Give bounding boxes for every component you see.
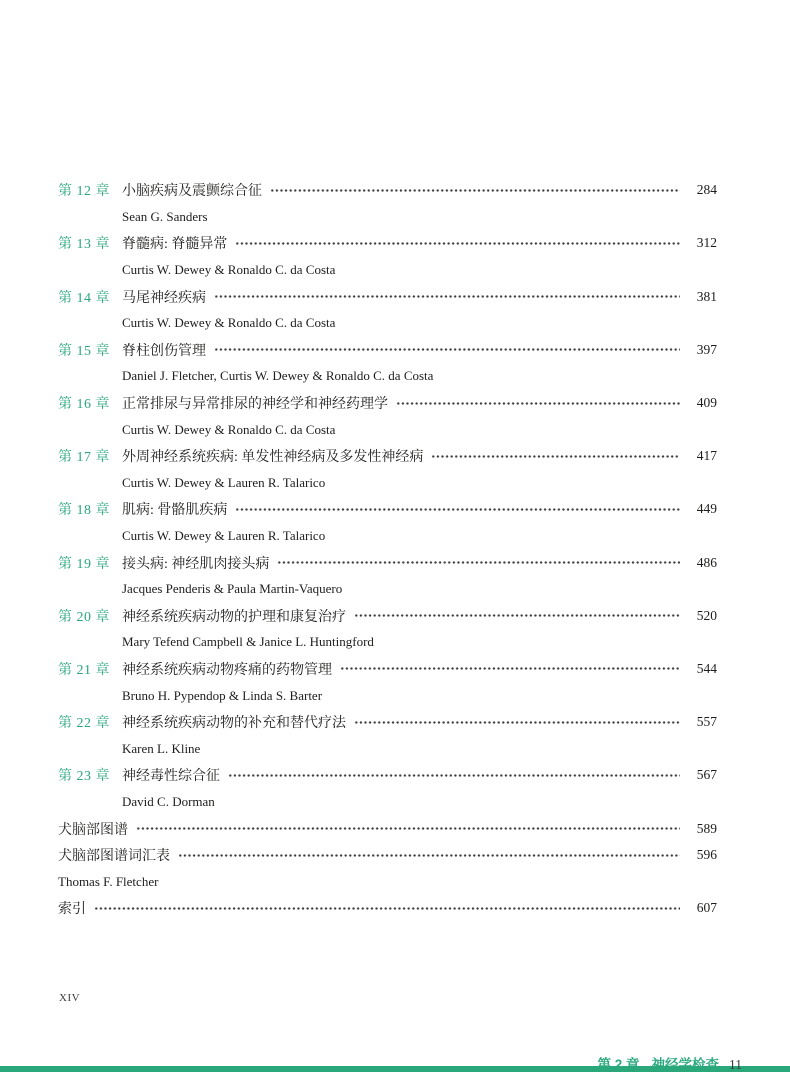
chapter-authors: Karen L. Kline xyxy=(122,740,201,756)
chapter-number: 第 14 章 xyxy=(58,290,110,306)
chapter-authors: Curtis W. Dewey & Ronaldo C. da Costa xyxy=(122,421,336,437)
chapter-number: 第 23 章 xyxy=(58,769,110,785)
table-of-contents xyxy=(58,177,717,922)
page-number: 449 xyxy=(696,501,717,517)
chapter-title: 脊髓病: 脊髓异常 xyxy=(122,237,228,253)
chapter-number: 第 15 章 xyxy=(58,343,110,359)
dot-leader xyxy=(94,906,680,911)
dot-leader xyxy=(235,241,680,246)
chapter-authors: Jacques Penderis & Paula Martin-Vaquero xyxy=(122,581,343,597)
page-number: 567 xyxy=(696,767,717,783)
toc-entry xyxy=(58,230,717,257)
toc-entry xyxy=(58,390,717,417)
toc-entry xyxy=(58,549,717,576)
page-number: 486 xyxy=(696,554,717,570)
dot-leader xyxy=(270,188,680,193)
chapter-number: 第 22 章 xyxy=(58,716,110,732)
chapter-title: 犬脑部图谱词汇表 xyxy=(58,849,170,865)
chapter-authors: Curtis W. Dewey & Ronaldo C. da Costa xyxy=(122,262,336,278)
chapter-authors: Mary Tefend Campbell & Janice L. Huntingford xyxy=(122,634,374,650)
dot-leader xyxy=(354,613,680,618)
chapter-authors: Curtis W. Dewey & Lauren R. Talarico xyxy=(122,474,326,490)
chapter-title: 索引 xyxy=(58,902,86,918)
running-page-number: 11 xyxy=(729,1057,742,1072)
page-number: 596 xyxy=(696,847,717,863)
dot-leader xyxy=(136,826,680,831)
dot-leader xyxy=(396,401,680,406)
chapter-number: 第 13 章 xyxy=(58,237,110,253)
chapter-authors: Bruno H. Pypendop & Linda S. Barter xyxy=(122,687,323,703)
chapter-title: 肌病: 骨骼肌疾病 xyxy=(122,503,228,519)
page-number: 409 xyxy=(696,395,717,411)
page-number: 557 xyxy=(696,714,717,730)
chapter-title: 脊柱创伤管理 xyxy=(122,343,206,359)
dot-leader xyxy=(178,853,680,858)
chapter-title: 犬脑部图谱 xyxy=(58,822,128,838)
page-number: 381 xyxy=(696,288,717,304)
toc-entry xyxy=(58,709,717,736)
page-number: 284 xyxy=(696,182,717,198)
toc-entry xyxy=(58,895,717,922)
toc-entry xyxy=(58,815,717,842)
running-chapter-label: 第 2 章 xyxy=(597,1057,640,1072)
page-number: 544 xyxy=(696,660,717,676)
dot-leader xyxy=(277,560,680,565)
chapter-authors: Sean G. Sanders xyxy=(122,208,208,224)
chapter-title: 外周神经系统疾病: 单发性神经病及多发性神经病 xyxy=(122,450,424,466)
toc-entry xyxy=(58,337,717,364)
toc-entry xyxy=(58,656,717,683)
chapter-title: 小脑疾病及震颤综合征 xyxy=(122,184,262,200)
dot-leader xyxy=(214,294,680,299)
page-number: 397 xyxy=(696,341,717,357)
dot-leader xyxy=(214,347,680,352)
toc-entry xyxy=(58,177,717,204)
toc-entry xyxy=(58,603,717,630)
page-number: 417 xyxy=(696,448,717,464)
chapter-number: 第 18 章 xyxy=(58,503,110,519)
dot-leader xyxy=(354,720,680,725)
chapter-title: 正常排尿与异常排尿的神经学和神经药理学 xyxy=(122,397,388,413)
toc-entry xyxy=(58,762,717,789)
dot-leader xyxy=(235,507,680,512)
toc-entry xyxy=(58,443,717,470)
page-number: 312 xyxy=(696,235,717,251)
page-number: 607 xyxy=(696,900,717,916)
running-chapter-title: 神经学检查 xyxy=(651,1057,719,1072)
chapter-title: 神经毒性综合征 xyxy=(122,769,220,785)
chapter-authors: Curtis W. Dewey & Ronaldo C. da Costa xyxy=(122,315,336,331)
page-number: 520 xyxy=(696,607,717,623)
chapter-number: 第 12 章 xyxy=(58,184,110,200)
page-number: 589 xyxy=(696,820,717,836)
chapter-number: 第 21 章 xyxy=(58,662,110,678)
folio-page-number: XIV xyxy=(59,992,81,1004)
chapter-number: 第 17 章 xyxy=(58,450,110,466)
chapter-authors: Curtis W. Dewey & Lauren R. Talarico xyxy=(122,528,326,544)
toc-entry xyxy=(58,283,717,310)
chapter-title: 接头病: 神经肌肉接头病 xyxy=(122,556,270,572)
dot-leader xyxy=(431,454,680,459)
chapter-title: 神经系统疾病动物的补充和替代疗法 xyxy=(122,716,346,732)
chapter-title: 神经系统疾病动物疼痛的药物管理 xyxy=(122,662,332,678)
running-footer xyxy=(597,1053,742,1072)
chapter-number: 第 19 章 xyxy=(58,556,110,572)
dot-leader xyxy=(228,773,680,778)
chapter-title: 马尾神经疾病 xyxy=(122,290,206,306)
chapter-authors: Daniel J. Fletcher, Curtis W. Dewey & Ronaldo C. da Costa xyxy=(122,368,434,384)
dot-leader xyxy=(340,666,680,671)
chapter-authors: David C. Dorman xyxy=(122,793,215,809)
chapter-number: 第 20 章 xyxy=(58,609,110,625)
chapter-number: 第 16 章 xyxy=(58,397,110,413)
toc-entry xyxy=(58,496,717,523)
chapter-authors: Thomas F. Fletcher xyxy=(58,873,159,889)
toc-entry xyxy=(58,842,717,869)
chapter-title: 神经系统疾病动物的护理和康复治疗 xyxy=(122,609,346,625)
